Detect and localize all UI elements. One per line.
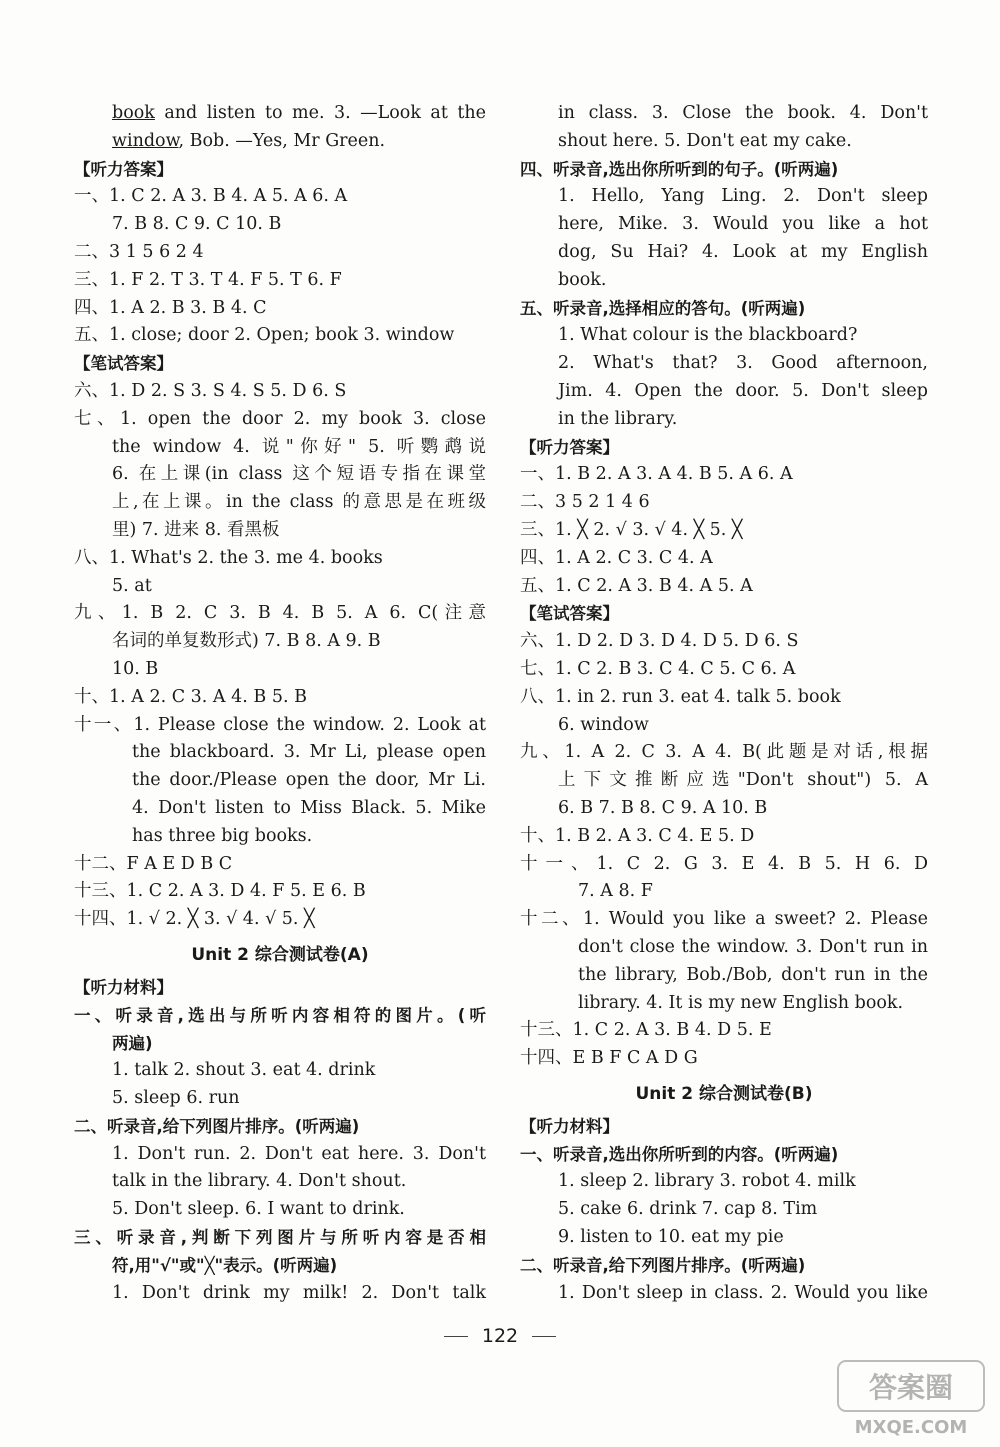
section-title: Unit 2 综合测试卷(A) bbox=[191, 944, 369, 965]
left-column bbox=[74, 100, 486, 1307]
text-line: in class. 3. Close the book. 4. Don't bbox=[558, 103, 928, 123]
text-line: 八、1. in 2. run 3. eat 4. talk 5. book bbox=[520, 686, 841, 707]
text-line: in the library. bbox=[558, 408, 678, 429]
section-heading: 一、听录音,选出你所听到的内容。(听两遍) bbox=[520, 1144, 839, 1164]
section-title: Unit 2 综合测试卷(B) bbox=[635, 1083, 813, 1104]
text-line: 10. B bbox=[112, 658, 159, 679]
page-number-text: 122 bbox=[481, 1325, 519, 1347]
text-line: 一、1. B 2. A 3. A 4. B 5. A 6. A bbox=[520, 464, 793, 485]
text-line: 十三、1. C 2. A 3. D 4. F 5. E 6. B bbox=[74, 881, 366, 902]
text-line: 里) 7. 进来 8. 看黑板 bbox=[112, 519, 280, 540]
text-line: 5. sleep 6. run bbox=[112, 1088, 240, 1109]
text-line: 十三、1. C 2. A 3. B 4. D 5. E bbox=[520, 1020, 772, 1041]
text-line: 名词的单复数形式) 7. B 8. A 9. B bbox=[112, 631, 381, 652]
text-line: 1. Don't run. 2. Don't eat here. 3. Don't bbox=[112, 1143, 486, 1164]
section-heading: 【笔试答案】 bbox=[520, 604, 619, 624]
underlined-word: book bbox=[112, 103, 155, 123]
text-line: 9. listen to 10. eat my pie bbox=[558, 1227, 784, 1248]
section-heading: 【听力答案】 bbox=[74, 159, 173, 179]
text-line: here, Mike. 3. Would you like a hot bbox=[558, 214, 928, 235]
text-line: 七、1. C 2. B 3. C 4. C 5. C 6. A bbox=[520, 658, 796, 679]
text-line: 1. Hello, Yang Ling. 2. Don't sleep bbox=[558, 186, 928, 207]
text-line: 2. What's that? 3. Good afternoon, bbox=[558, 353, 928, 374]
text-line: book and listen to me. 3. —Look at the bbox=[112, 103, 486, 123]
text-line: 二、3 1 5 6 2 4 bbox=[74, 241, 204, 262]
text-line: the door./Please open the door, Mr Li. bbox=[132, 770, 486, 791]
page-number-dash-right bbox=[532, 1336, 556, 1337]
text-line: 四、1. A 2. B 3. B 4. C bbox=[74, 297, 267, 318]
text-line: 7. A 8. F bbox=[578, 881, 653, 902]
text-line: 十一、1. C 2. G 3. E 4. B 5. H 6. D bbox=[520, 853, 928, 874]
text-line: 1. Don't sleep in class. 2. Would you like bbox=[558, 1282, 928, 1303]
text-line: 三、1. F 2. T 3. T 4. F 5. T 6. F bbox=[74, 269, 342, 290]
text-line: 十四、1. √ 2. ╳ 3. √ 4. √ 5. ╳ bbox=[74, 909, 315, 930]
text-line: the blackboard. 3. Mr Li, please open bbox=[132, 742, 486, 763]
text-line: 5. cake 6. drink 7. cap 8. Tim bbox=[558, 1199, 818, 1220]
text-line: 上下文推断应选"Don't shout") 5. A bbox=[558, 770, 928, 791]
text-line: 一、1. C 2. A 3. B 4. A 5. A 6. A bbox=[74, 186, 348, 207]
section-heading: 二、听录音,给下列图片排序。(听两遍) bbox=[74, 1116, 360, 1136]
text-line: 6. 在上课(in class 这个短语专指在课堂 bbox=[112, 464, 486, 485]
text-line: 六、1. D 2. S 3. S 4. S 5. D 6. S bbox=[74, 380, 347, 401]
text-line: 十二、1. Would you like a sweet? 2. Please bbox=[520, 909, 928, 930]
text-line: 1. sleep 2. library 3. robot 4. milk bbox=[558, 1171, 856, 1192]
text-line: 六、1. D 2. D 3. D 4. D 5. D 6. S bbox=[520, 631, 799, 652]
text-line: library. 4. It is my new English book. bbox=[578, 992, 904, 1013]
text-line: 十一、1. Please close the window. 2. Look at bbox=[74, 714, 486, 735]
text-line: Jim. 4. Open the door. 5. Don't sleep bbox=[558, 380, 928, 401]
right-column bbox=[520, 100, 928, 1307]
section-heading: 两遍) bbox=[112, 1033, 153, 1053]
text-line: the window 4. 说"你好" 5. 听鹦鹉说 bbox=[112, 436, 486, 457]
text-line: 九、1. B 2. C 3. B 4. B 5. A 6. C(注意 bbox=[74, 603, 486, 624]
section-heading: 五、听录音,选择相应的答句。(听两遍) bbox=[520, 298, 806, 318]
text-line: shout here. 5. Don't eat my cake. bbox=[558, 130, 852, 151]
text-line: 5. Don't sleep. 6. I want to drink. bbox=[112, 1199, 405, 1220]
underlined-word: window bbox=[112, 130, 179, 151]
text-line: 4. Don't listen to Miss Black. 5. Mike bbox=[132, 797, 486, 818]
text-line: 七、1. open the door 2. my book 3. close bbox=[74, 408, 486, 429]
text-line: 1. Don't drink my milk! 2. Don't talk bbox=[112, 1282, 486, 1303]
text-line: 6. window bbox=[558, 714, 649, 735]
section-heading: 【听力材料】 bbox=[74, 977, 173, 997]
section-heading: 二、听录音,给下列图片排序。(听两遍) bbox=[520, 1255, 806, 1275]
text-line: 十二、F A E D B C bbox=[74, 853, 233, 874]
section-heading: 符,用"√"或"╳"表示。(听两遍) bbox=[112, 1255, 338, 1275]
text-line: talk in the library. 4. Don't shout. bbox=[112, 1171, 407, 1192]
watermark-logo bbox=[836, 1359, 986, 1439]
section-heading: 四、听录音,选出你所听到的句子。(听两遍) bbox=[520, 159, 839, 179]
text-line: 7. B 8. C 9. C 10. B bbox=[112, 214, 282, 235]
text-line: book. bbox=[558, 269, 607, 290]
text-line: 八、1. What's 2. the 3. me 4. books bbox=[74, 547, 383, 568]
svg-text:答案圈: 答案圈 bbox=[868, 1371, 954, 1404]
text-line: 十四、E B F C A D G bbox=[520, 1048, 698, 1069]
text-line: 四、1. A 2. C 3. C 4. A bbox=[520, 547, 713, 568]
text-line: 十、1. A 2. C 3. A 4. B 5. B bbox=[74, 686, 307, 707]
page-number-dash-left bbox=[444, 1336, 468, 1337]
section-heading: 【听力答案】 bbox=[520, 437, 619, 457]
text-line: 1. talk 2. shout 3. eat 4. drink bbox=[112, 1060, 376, 1081]
text-line: 5. at bbox=[112, 575, 152, 596]
text-line: don't close the window. 3. Don't run in bbox=[578, 936, 928, 957]
section-heading: 【听力材料】 bbox=[520, 1116, 619, 1136]
page-number bbox=[0, 1325, 1000, 1347]
text-line: 十、1. B 2. A 3. C 4. E 5. D bbox=[520, 825, 755, 846]
text-line: 6. B 7. B 8. C 9. A 10. B bbox=[558, 797, 768, 818]
text-line: 三、1. ╳ 2. √ 3. √ 4. ╳ 5. ╳ bbox=[520, 519, 743, 540]
text-line: 上,在上课。in the class 的意思是在班级 bbox=[112, 492, 486, 513]
text-line: has three big books. bbox=[132, 825, 313, 846]
text-line: 二、3 5 2 1 4 6 bbox=[520, 492, 650, 513]
section-heading: 【笔试答案】 bbox=[74, 354, 173, 374]
svg-text:MXQE.COM: MXQE.COM bbox=[854, 1417, 968, 1438]
text-line: 1. What colour is the blackboard? bbox=[558, 325, 858, 346]
text-line: dog, Su Hai? 4. Look at my English bbox=[558, 241, 928, 262]
text-line: 五、1. close; door 2. Open; book 3. window bbox=[74, 325, 455, 346]
text-line: 九、1. A 2. C 3. A 4. B(此题是对话,根据 bbox=[520, 742, 928, 763]
text-line: the library, Bob./Bob, don't run in the bbox=[578, 964, 928, 985]
text-line: 五、1. C 2. A 3. B 4. A 5. A bbox=[520, 575, 753, 596]
section-heading: 三、听录音,判断下列图片与所听内容是否相 bbox=[74, 1228, 486, 1248]
text-line: window, Bob. —Yes, Mr Green. bbox=[112, 130, 386, 151]
section-heading: 一、听录音,选出与所听内容相符的图片。(听 bbox=[74, 1005, 486, 1025]
